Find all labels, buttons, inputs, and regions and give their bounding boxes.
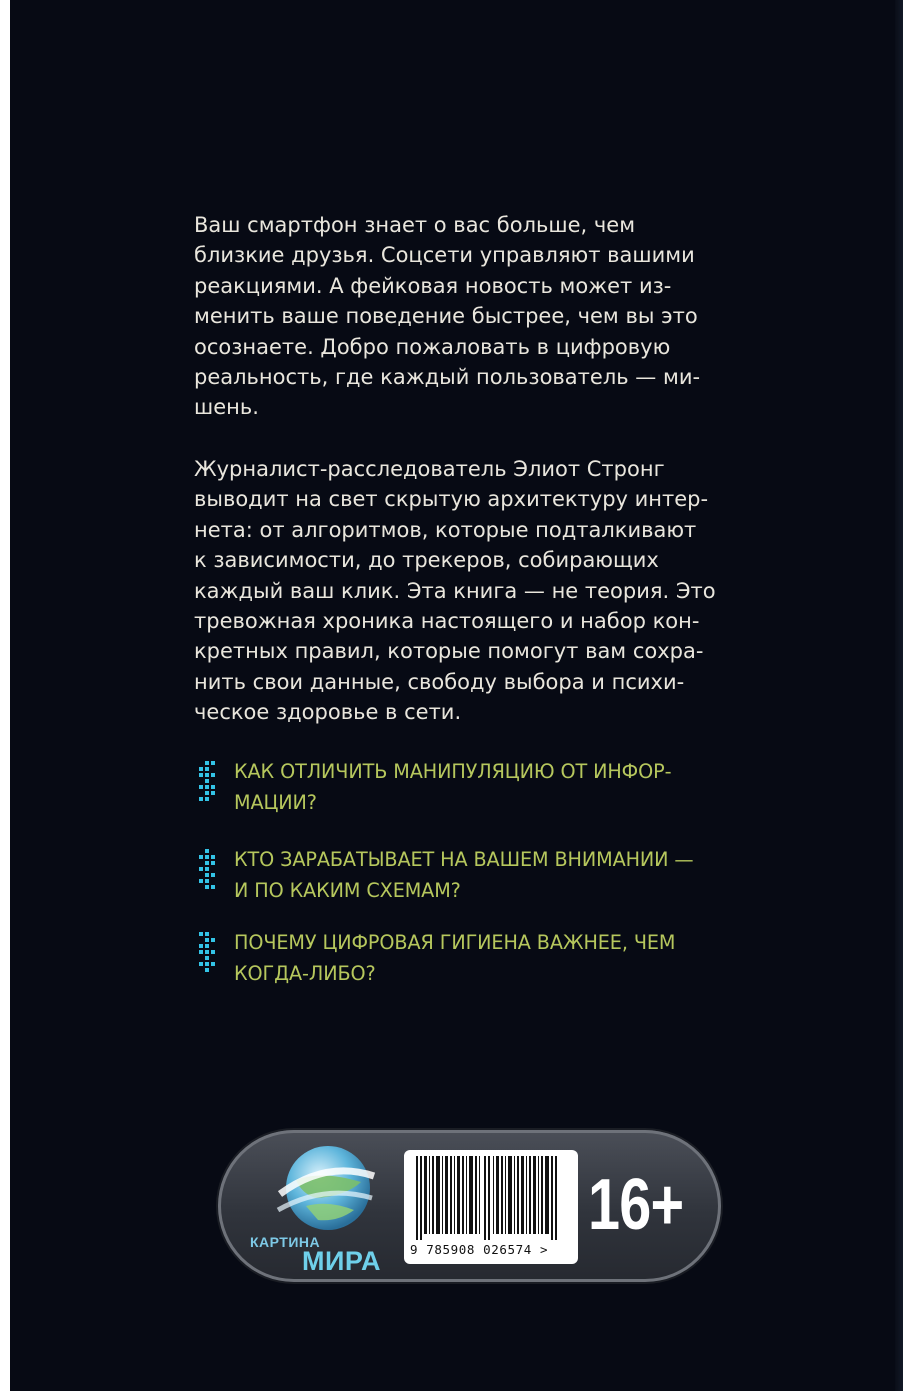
publisher-name-line1: КАРТИНА [250,1234,321,1250]
question-item-3 [196,928,736,992]
publisher-name-line2: МИРА [302,1246,382,1276]
barcode-number: 9 785908 026574 > [410,1242,549,1257]
publisher-logo [236,1140,404,1276]
binary-bullet-icon [196,932,218,976]
barcode-icon [414,1156,570,1240]
description-paragraph-2: Журналист-расследователь Элиот Стронг выводит на свет скрытую архитектуру интер- нета: от алгоритмов, которые подталкивают к зависимости, до трекеров, собирающих каждый ваш клик. Эта книга — не теория. Это тревожная хроника настоящего и набор кон- кретных правил, которые помогут вам сохра- нить свои данные, свободу выбора и психи- ческое здоровье в сети. [194,457,716,725]
question-text: ПОЧЕМУ ЦИФРОВАЯ ГИГИЕНА ВАЖНЕЕ, ЧЕМ КОГДА-ЛИБО? [234,931,676,985]
question-text: КТО ЗАРАБАТЫВАЕТ НА ВАШЕМ ВНИМАНИИ — И ПО КАКИМ СХЕМАМ? [234,848,694,902]
globe-logo-icon [266,1140,376,1240]
description-paragraph-1: Ваш смартфон знает о вас больше, чем близкие друзья. Соцсети управляют вашими реакциями. А фейковая новость может из- менить ваше поведение быстрее, чем вы это осознаете. Добро пожаловать в цифровую реальность, где каждый пользователь — ми- шень. [194,213,701,420]
question-item-1 [196,757,736,821]
question-item-2 [196,845,736,909]
isbn-barcode [404,1150,578,1264]
binary-bullet-icon [196,761,218,805]
publisher-info-panel [218,1130,721,1282]
binary-bullet-icon [196,849,218,893]
question-text: КАК ОТЛИЧИТЬ МАНИПУЛЯЦИЮ ОТ ИНФОР- МАЦИИ? [234,760,672,814]
age-rating-badge: 16+ [588,1165,684,1245]
book-back-cover [10,0,903,1391]
